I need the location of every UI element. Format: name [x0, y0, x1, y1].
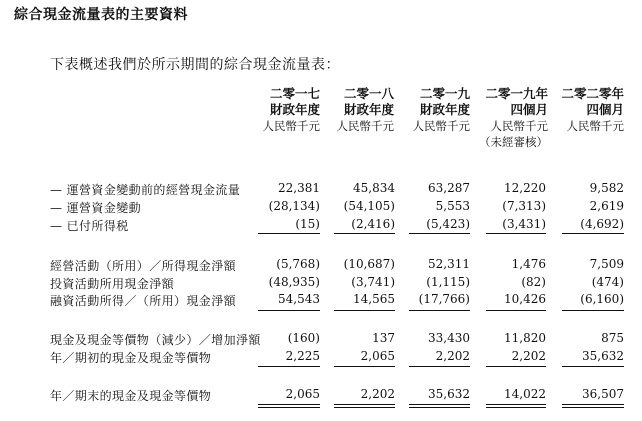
table-cell: 33,430: [428, 331, 470, 345]
subtotal-rule: [562, 310, 624, 311]
table-cell: (7,313): [502, 199, 546, 213]
column-unit: 人民幣千元: [336, 119, 394, 133]
row-label: 經營活動（所用）／所得現金淨額: [50, 259, 237, 273]
column-header-2018: [318, 86, 394, 134]
column-year: 二零一九年: [485, 86, 548, 101]
row-label: 年／期初的現金及現金等價物: [50, 351, 212, 365]
table-cell: 63,287: [428, 181, 470, 195]
table-cell: 45,834: [353, 181, 395, 195]
table-cell: 22,381: [278, 181, 320, 195]
subtotal-rule: [486, 310, 546, 311]
table-cell: 36,507: [582, 387, 624, 401]
column-unit: 人民幣千元: [566, 119, 624, 133]
table-cell: (5,423): [426, 217, 470, 231]
table-cell: (28,134): [268, 199, 320, 213]
subtotal-rule: [258, 233, 320, 234]
subtotal-rule: [562, 366, 624, 367]
row-label: 投資活動所用現金淨額: [50, 277, 175, 291]
column-year: 二零一八: [343, 86, 394, 101]
row-label: 年／期末的現金及現金等價物: [50, 389, 212, 403]
subtotal-rule: [334, 233, 395, 234]
table-cell: (1,115): [426, 275, 470, 289]
table-cell: (2,416): [351, 217, 395, 231]
subtotal-rule: [486, 366, 546, 367]
table-cell: (17,766): [418, 292, 470, 306]
total-double-rule: [409, 404, 470, 408]
table-cell: 875: [601, 331, 624, 345]
total-double-rule: [258, 404, 320, 408]
table-cell: 7,509: [589, 257, 624, 271]
column-unit: 人民幣千元: [490, 119, 548, 133]
table-cell: (6,160): [580, 292, 624, 306]
table-row: [0, 349, 642, 365]
column-year: 二零一九: [419, 86, 470, 101]
table-row: [0, 217, 642, 233]
subtotal-rule: [334, 366, 395, 367]
table-cell: (54,105): [343, 199, 395, 213]
table-cell: 35,632: [428, 387, 470, 401]
table-cell: (82): [521, 275, 546, 289]
table-cell: 10,426: [504, 292, 546, 306]
table-cell: 2,065: [360, 349, 395, 363]
table-cell: 35,632: [582, 349, 624, 363]
table-cell: (474): [591, 275, 624, 289]
subtotal-rule: [258, 366, 320, 367]
table-cell: 14,022: [504, 387, 546, 401]
table-cell: 2,202: [511, 349, 546, 363]
subtotal-rule: [258, 310, 320, 311]
table-cell: 5,553: [435, 199, 470, 213]
total-double-rule: [486, 404, 546, 408]
column-note: （未經審核）: [479, 135, 548, 149]
column-period: 四個月: [586, 102, 624, 117]
total-double-rule: [562, 404, 624, 408]
subtotal-rule: [562, 233, 624, 234]
column-period: 財政年度: [419, 102, 470, 117]
table-cell: 2,202: [360, 387, 395, 401]
column-period: 財政年度: [269, 102, 320, 117]
column-header-2019: [394, 86, 470, 134]
table-cell: 12,220: [504, 181, 546, 195]
row-label: 融資活動所得／（所用）現金淨額: [50, 294, 237, 308]
table-row: [0, 387, 642, 403]
table-row: [0, 275, 642, 291]
column-year: 二零二零年: [561, 86, 624, 101]
table-row: [0, 331, 642, 347]
column-header-2019-4m: [472, 86, 548, 150]
column-header-2017: [244, 86, 320, 134]
table-cell: (4,692): [580, 217, 624, 231]
subtotal-rule: [409, 366, 470, 367]
subtotal-rule: [334, 310, 395, 311]
table-cell: 2,202: [435, 349, 470, 363]
row-label: — 運營資金變動: [50, 201, 142, 215]
column-period: 四個月: [510, 102, 548, 117]
table-cell: (5,768): [276, 257, 320, 271]
subtotal-rule: [409, 310, 470, 311]
table-row: [0, 292, 642, 308]
table-cell: 2,619: [589, 199, 624, 213]
total-double-rule: [334, 404, 395, 408]
row-label: 現金及現金等價物（減少）／增加淨額: [50, 333, 261, 347]
table-cell: 54,543: [278, 292, 320, 306]
table-cell: 1,476: [511, 257, 546, 271]
table-cell: (15): [295, 217, 320, 231]
table-cell: 2,225: [285, 349, 320, 363]
row-label: — 運營資金變動前的經營現金流量: [50, 183, 241, 197]
table-cell: 9,582: [589, 181, 624, 195]
table-cell: (48,935): [268, 275, 320, 289]
table-cell: (10,687): [343, 257, 395, 271]
table-cell: 2,065: [285, 387, 320, 401]
table-row: [0, 181, 642, 197]
table-row: [0, 199, 642, 215]
table-cell: (160): [287, 331, 320, 345]
table-cell: 137: [372, 331, 395, 345]
table-cell: (3,741): [351, 275, 395, 289]
section-title: 綜合現金流量表的主要資料: [14, 7, 188, 23]
column-header-2020-4m: [548, 86, 624, 134]
column-unit: 人民幣千元: [412, 119, 470, 133]
table-cell: 52,311: [428, 257, 470, 271]
intro-text: 下表概述我們於所示期間的綜合現金流量表：: [50, 57, 340, 73]
column-period: 財政年度: [343, 102, 394, 117]
subtotal-rule: [409, 233, 470, 234]
column-year: 二零一七: [269, 86, 320, 101]
subtotal-rule: [486, 233, 546, 234]
column-unit: 人民幣千元: [262, 119, 320, 133]
row-label: — 已付所得税: [50, 219, 129, 233]
table-row: [0, 257, 642, 273]
table-cell: 11,820: [504, 331, 546, 345]
table-cell: (3,431): [502, 217, 546, 231]
table-cell: 14,565: [353, 292, 395, 306]
